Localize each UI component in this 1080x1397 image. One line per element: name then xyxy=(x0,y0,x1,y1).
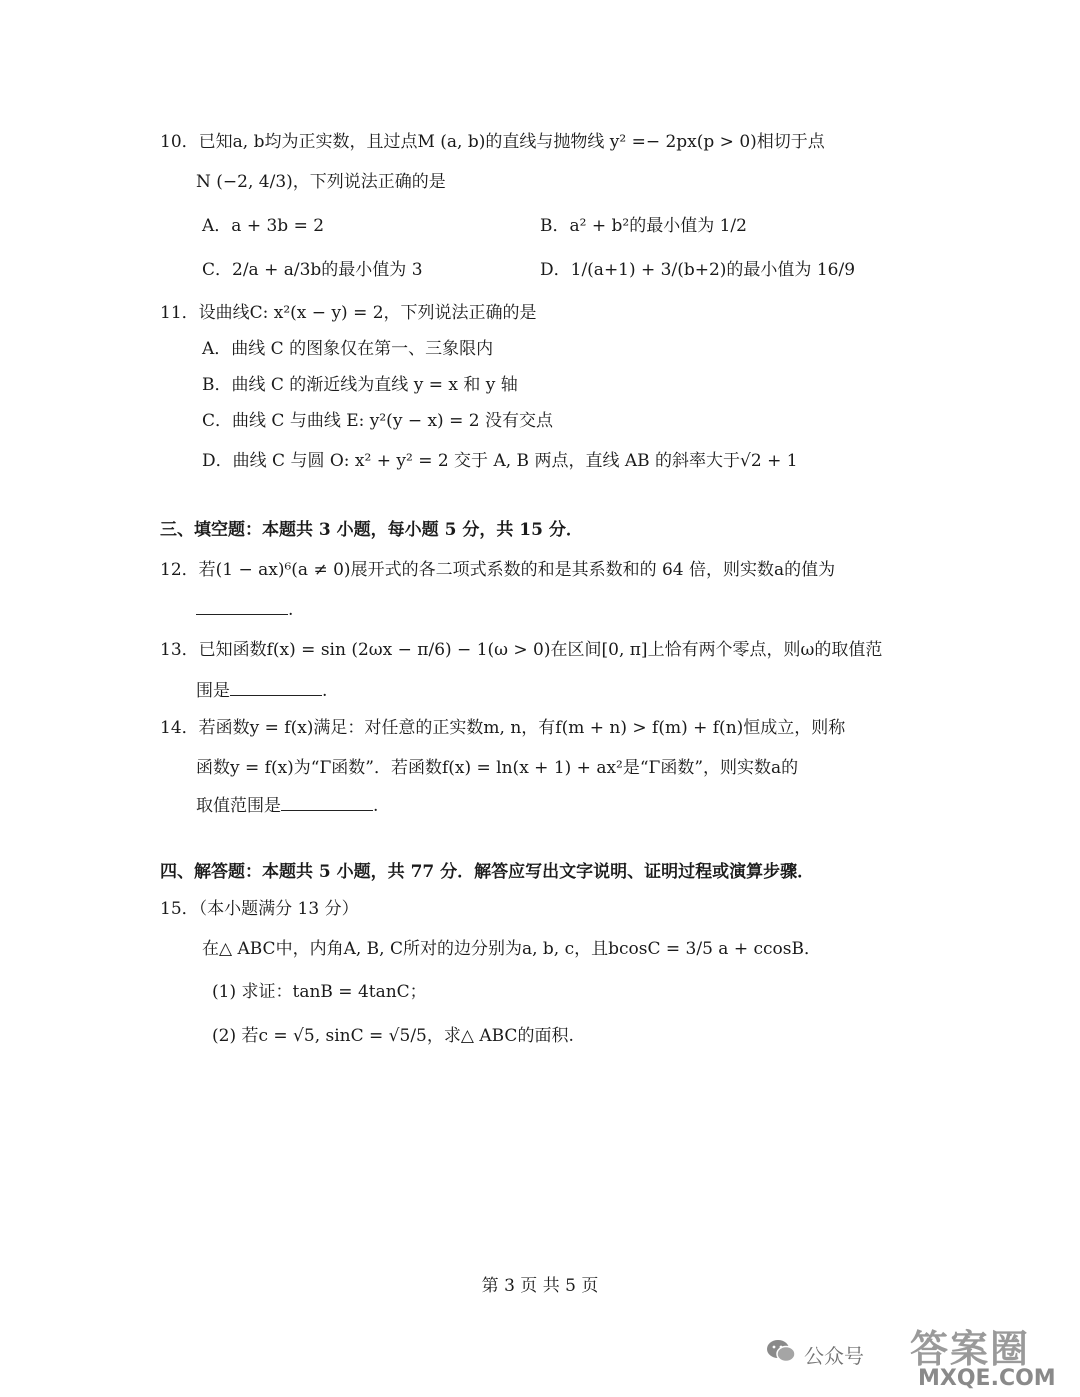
q11-option-d: D．曲线 C 与圆 O: x² + y² = 2 交于 A, B 两点，直线 AB 的斜率大于√2 + 1 xyxy=(202,451,798,471)
q14-answer-blank xyxy=(281,792,373,811)
q14-line3-text: 取值范围是 xyxy=(196,796,281,816)
q12-answer-blank xyxy=(196,596,288,615)
q13-line2-text: 围是 xyxy=(196,681,230,701)
q13-answer-blank xyxy=(230,677,322,696)
q14-line2: 函数y = f(x)为“Γ函数”．若函数f(x) = ln(x + 1) + ax²是“Γ函数”，则实数a的 xyxy=(196,758,799,778)
watermark-brand: 答案圈 xyxy=(910,1327,1031,1371)
q11-option-c: C．曲线 C 与曲线 E: y²(y − x) = 2 没有交点 xyxy=(202,411,553,431)
q15-title: 15．（本小题满分 13 分） xyxy=(160,899,359,919)
q13-period: . xyxy=(322,681,328,701)
q10-line1: 10．已知a, b均为正实数，且过点M (a, b)的直线与抛物线 y² =− 2px(p > 0)相切于点 xyxy=(160,132,825,152)
q13-line2 xyxy=(196,677,327,703)
q10-line2: N (−2, 4/3)，下列说法正确的是 xyxy=(196,172,446,192)
q15-part-2: (2) 若c = √5, sinC = √5/5，求△ ABC的面积. xyxy=(212,1026,574,1046)
q15-stem: 在△ ABC中，内角A, B, C所对的边分别为a, b, c，且bcosC = 3/5 a + ccosB． xyxy=(202,939,821,959)
section-3-heading: 三、填空题：本题共 3 小题，每小题 5 分，共 15 分． xyxy=(160,520,583,540)
watermark-wechat-label: 公众号 xyxy=(804,1344,864,1368)
watermark-site: MXQE.COM xyxy=(918,1366,1056,1391)
q12-line1: 12．若(1 − ax)⁶(a ≠ 0)展开式的各二项式系数的和是其系数和的 64 倍，则实数a的值为 xyxy=(160,560,836,580)
page-footer: 第 3 页 共 5 页 xyxy=(481,1276,599,1296)
q10-option-a: A．a + 3b = 2 xyxy=(202,216,325,236)
q15-part-1: (1) 求证：tanB = 4tanC； xyxy=(212,982,427,1002)
q14-line3 xyxy=(196,792,378,818)
watermark xyxy=(760,1318,1075,1393)
q13-line1: 13．已知函数f(x) = sin (2ωx − π/6) − 1(ω > 0)在区间[0, π]上恰有两个零点，则ω的取值范 xyxy=(160,640,883,660)
q11-option-b: B．曲线 C 的渐近线为直线 y = x 和 y 轴 xyxy=(202,375,518,395)
q10-option-c: C．2/a + a/3b的最小值为 3 xyxy=(202,260,423,280)
wechat-icon xyxy=(766,1338,796,1364)
q11-stem: 11．设曲线C: x²(x − y) = 2，下列说法正确的是 xyxy=(160,303,537,323)
q14-period: . xyxy=(373,796,379,816)
q10-option-b: B．a² + b²的最小值为 1/2 xyxy=(540,216,747,236)
q14-line1: 14．若函数y = f(x)满足：对任意的正实数m, n，有f(m + n) > f(m) + f(n)恒成立，则称 xyxy=(160,718,846,738)
section-4-heading: 四、解答题：本题共 5 小题，共 77 分．解答应写出文字说明、证明过程或演算步骤． xyxy=(160,862,815,882)
q10-option-d: D．1/(a+1) + 3/(b+2)的最小值为 16/9 xyxy=(540,260,856,280)
q12-line2 xyxy=(196,596,293,622)
q12-period: . xyxy=(288,600,294,620)
q11-option-a: A．曲线 C 的图象仅在第一、三象限内 xyxy=(202,339,494,359)
